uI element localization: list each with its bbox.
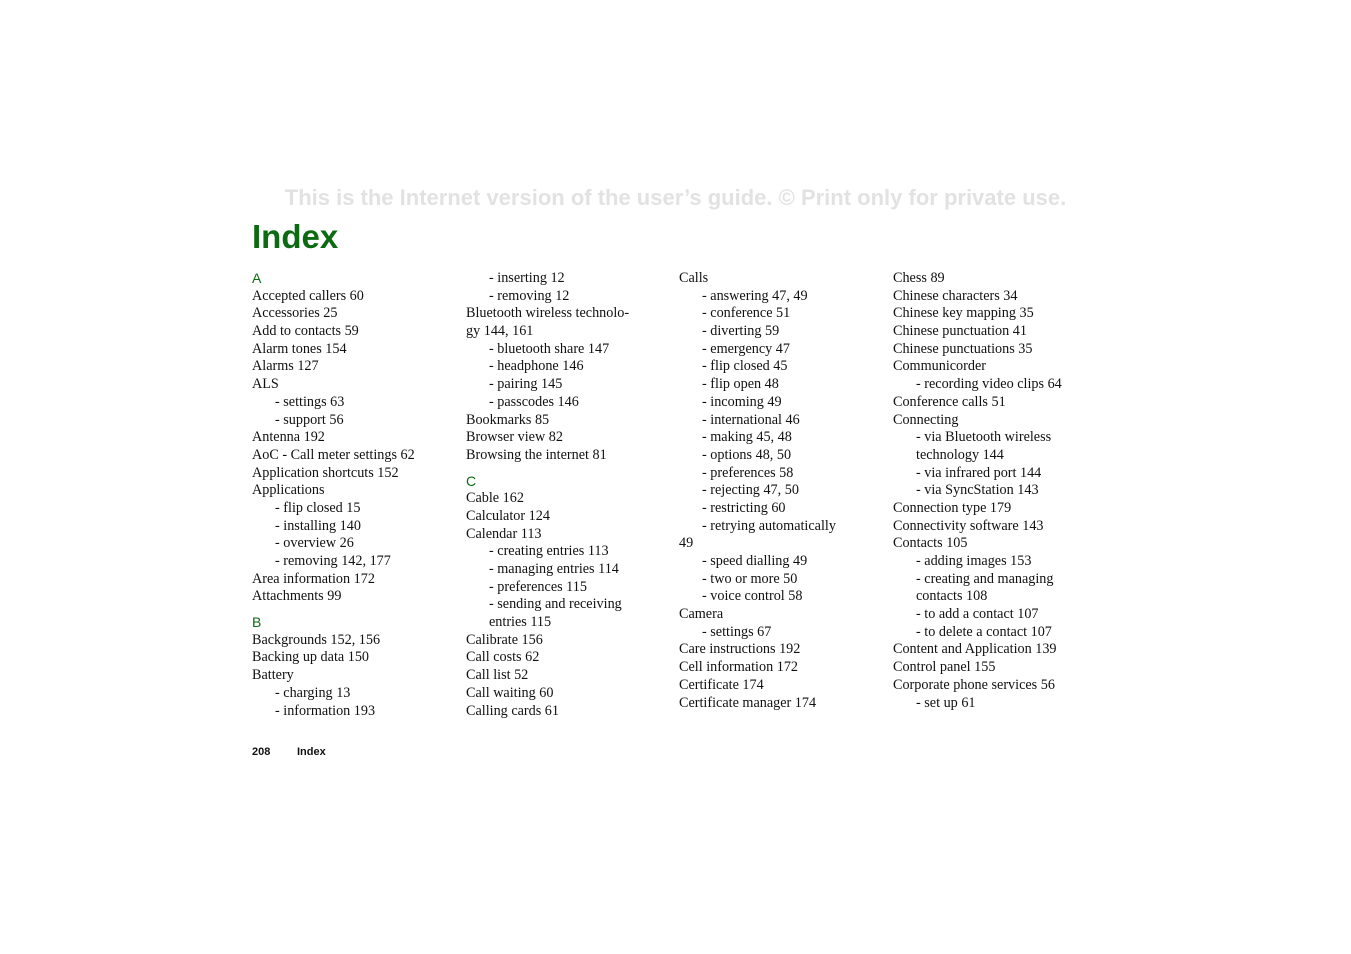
- index-entry: Communicorder: [893, 358, 986, 375]
- index-subentry: - flip closed 45: [702, 358, 788, 375]
- index-entry: Bookmarks 85: [466, 411, 550, 428]
- index-entry: Calendar 113: [466, 525, 542, 542]
- index-subentry: - to delete a contact 107: [916, 623, 1052, 640]
- index-entry: ALS: [252, 376, 279, 393]
- index-entry: Connectivity software 143: [893, 517, 1044, 534]
- index-subentry: - restricting 60: [702, 499, 786, 516]
- index-subentry: - preferences 115: [489, 578, 587, 595]
- page-title: Index: [252, 218, 339, 255]
- index-entry: Certificate manager 174: [679, 694, 817, 711]
- index-subentry: - via infrared port 144: [916, 464, 1042, 481]
- index-entry: Applications: [252, 482, 325, 499]
- index-subentry: - flip open 48: [702, 376, 779, 393]
- index-subentry: - support 56: [275, 411, 344, 428]
- index-entry: Browsing the internet 81: [466, 446, 607, 463]
- index-subentry: - conference 51: [702, 305, 791, 322]
- index-subentry: - settings 63: [275, 393, 345, 410]
- index-subentry: - charging 13: [275, 684, 351, 701]
- index-entry: AoC - Call meter settings 62: [252, 446, 415, 463]
- index-subentry: - removing 142, 177: [275, 553, 391, 569]
- index-entry: Alarms 127: [252, 358, 319, 375]
- index-subentry: - creating entries 113: [489, 543, 609, 560]
- index-subentry: - international 46: [702, 411, 800, 428]
- index-subentry: - to add a contact 107: [916, 606, 1039, 623]
- index-entry: Add to contacts 59: [252, 323, 359, 340]
- index-subentry: - retrying automatically: [702, 517, 836, 534]
- index-subentry: technology 144: [916, 446, 1004, 463]
- index-entry: Calling cards 61: [466, 702, 559, 719]
- index-subentry: - set up 61: [916, 694, 976, 711]
- index-subentry: - via Bluetooth wireless: [916, 429, 1052, 446]
- index-column-3: [679, 270, 884, 712]
- index-entry: Backgrounds 152, 156: [252, 631, 381, 648]
- index-entry: Attachments 99: [252, 588, 342, 605]
- index-entry: Control panel 155: [893, 659, 996, 676]
- index-subentry: - pairing 145: [489, 376, 563, 393]
- index-entry: Content and Application 139: [893, 641, 1057, 658]
- index-entry: Chinese characters 34: [893, 287, 1018, 304]
- page-footer: [252, 746, 326, 758]
- index-subentry: - information 193: [275, 702, 376, 719]
- index-subentry: - voice control 58: [702, 588, 803, 605]
- index-subentry: - headphone 146: [489, 358, 584, 375]
- index-entry: Calls: [679, 270, 709, 286]
- index-subentry: - preferences 58: [702, 464, 794, 481]
- index-entry: gy 144, 161: [466, 323, 534, 340]
- index-subentry: - incoming 49: [702, 393, 782, 410]
- index-subentry: - overview 26: [275, 535, 354, 552]
- index-column-2: [466, 270, 671, 720]
- index-entry: Calculator 124: [466, 507, 550, 524]
- index-entry: Battery: [252, 667, 294, 684]
- index-entry: Cell information 172: [679, 659, 799, 676]
- index-entry: Connection type 179: [893, 499, 1012, 516]
- index-entry: Camera: [679, 606, 724, 623]
- footer-section-label: Index: [297, 746, 326, 758]
- watermark-notice: This is the Internet version of the user’s guide. © Print only for private use.: [284, 185, 1067, 210]
- index-entry: Browser view 82: [466, 429, 563, 446]
- index-subentry: - settings 67: [702, 623, 772, 640]
- index-subentry: - inserting 12: [489, 270, 565, 286]
- page-number: 208: [252, 746, 271, 758]
- index-subentry: - adding images 153: [916, 553, 1032, 569]
- index-entry: Calibrate 156: [466, 631, 543, 648]
- index-subentry: - rejecting 47, 50: [702, 482, 799, 499]
- index-entry: Chinese punctuation 41: [893, 323, 1027, 340]
- index-entry: Certificate 174: [679, 676, 764, 693]
- index-letter-heading: C: [466, 472, 477, 489]
- index-subentry: - passcodes 146: [489, 393, 579, 410]
- index-entry: Call costs 62: [466, 649, 540, 666]
- index-subentry: - recording video clips 64: [916, 376, 1062, 393]
- index-subentry: - speed dialling 49: [702, 553, 808, 569]
- index-entry: Alarm tones 154: [252, 340, 347, 357]
- index-subentry: - options 48, 50: [702, 446, 792, 463]
- index-entry: Area information 172: [252, 570, 375, 587]
- index-letter-heading: A: [252, 270, 262, 286]
- index-entry: Accessories 25: [252, 305, 338, 322]
- index-subentry: entries 115: [489, 614, 552, 631]
- index-subentry: - emergency 47: [702, 340, 790, 357]
- index-entry: Corporate phone services 56: [893, 676, 1055, 693]
- index-entry: Chinese punctuations 35: [893, 340, 1033, 357]
- index-entry: Backing up data 150: [252, 649, 370, 666]
- index-entry: Cable 162: [466, 490, 524, 507]
- index-letter-heading: B: [252, 614, 262, 631]
- index-entry: Connecting: [893, 411, 959, 428]
- index-entry: Chess 89: [893, 270, 945, 286]
- index-subentry: - sending and receiving: [489, 596, 622, 613]
- index-subentry: - installing 140: [275, 517, 361, 534]
- index-column-4: [893, 270, 1093, 712]
- index-subentry: - creating and managing: [916, 570, 1054, 587]
- index-subentry: - answering 47, 49: [702, 287, 808, 304]
- index-entry: Application shortcuts 152: [252, 464, 399, 481]
- index-entry: Bluetooth wireless technolo-: [466, 305, 630, 322]
- index-subentry: - via SyncStation 143: [916, 482, 1039, 499]
- index-subentry: contacts 108: [916, 588, 988, 605]
- index-entry: Care instructions 192: [679, 641, 801, 658]
- index-entry: Conference calls 51: [893, 393, 1006, 410]
- index-subentry: - diverting 59: [702, 323, 780, 340]
- index-column-1: [252, 270, 457, 720]
- index-subentry: - flip closed 15: [275, 499, 361, 516]
- index-entry: Chinese key mapping 35: [893, 305, 1034, 322]
- index-subentry: - two or more 50: [702, 570, 798, 587]
- index-entry: 49: [679, 535, 694, 552]
- index-entry: Call list 52: [466, 667, 529, 684]
- index-subentry: - bluetooth share 147: [489, 340, 610, 357]
- index-subentry: - removing 12: [489, 287, 570, 304]
- index-entry: Call waiting 60: [466, 684, 554, 701]
- index-subentry: - making 45, 48: [702, 429, 792, 446]
- index-entry: Antenna 192: [252, 429, 325, 446]
- index-subentry: - managing entries 114: [489, 561, 619, 577]
- index-entry: Contacts 105: [893, 535, 968, 552]
- index-entry: Accepted callers 60: [252, 287, 364, 304]
